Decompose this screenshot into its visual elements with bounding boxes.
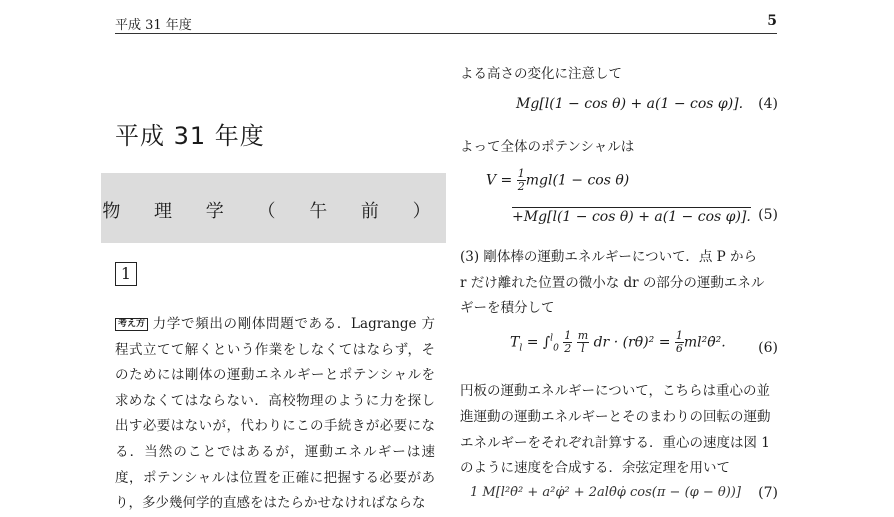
numerator: 1 — [675, 329, 683, 342]
question-number: 1 — [115, 262, 137, 286]
numerator: 1 — [517, 167, 525, 180]
intro-paragraph — [115, 312, 435, 517]
text-line: のように速度を合成する．余弦定理を用いて — [460, 460, 730, 476]
equation-number: (5) — [758, 207, 778, 223]
equation-number: (4) — [758, 96, 778, 112]
right-column — [460, 36, 778, 503]
subscript: l — [519, 343, 523, 354]
fraction — [577, 330, 589, 355]
text-line: よる高さの変化に注意して — [460, 66, 622, 82]
equation-number: (6) — [758, 340, 778, 356]
fraction — [675, 330, 684, 355]
equation-4: Mg[l(1 − cos θ) + a(1 − cos φ)]. — [516, 96, 744, 112]
page-number: 5 — [767, 13, 777, 29]
equation-7-partial: 1 M[l²θ̇² + a²φ̇² + 2alθ̇φ̇ cos(π − (φ − θ))] — [470, 485, 741, 500]
text-line: (3) 剛体棒の運動エネルギーについて．点 P から — [460, 249, 758, 265]
running-title: 平成 31 年度 — [115, 18, 192, 33]
fraction — [517, 168, 526, 193]
equation-6 — [510, 330, 726, 355]
denominator: 6 — [675, 342, 683, 355]
equation-number: (7) — [758, 485, 778, 501]
fraction — [563, 330, 572, 355]
eq-lhs: T — [510, 334, 520, 351]
year-title: 平成 31 年度 — [115, 122, 265, 150]
text-line: 進運動の運動エネルギーとそのまわりの回転の運動 — [460, 409, 771, 425]
denominator: 2 — [517, 180, 525, 193]
eq-term: mgl(1 − cos θ) — [525, 172, 630, 189]
upper-limit: l — [550, 333, 554, 344]
text-line: r だけ離れた位置の微小な dr の部分の運動エネル — [460, 275, 765, 291]
text-line: ギーを積分して — [460, 300, 555, 316]
eq-term: dr · (rθ̇)² = — [593, 334, 671, 351]
header-rule — [115, 33, 777, 34]
equation-5-line2: +Mg[l(1 − cos θ) + a(1 − cos φ)]. — [512, 209, 751, 225]
text-line: エネルギーをそれぞれ計算する．重心の速度は図 1 — [460, 435, 770, 451]
eq-lhs: V = — [486, 172, 513, 189]
intro-text: 力学で頻出の剛体問題である．Lagrange 方程式立てて解くという作業をしなくてはならず，そのためには剛体の運動エネルギーとポテンシャルを求めなくてはならない．高校物理のように力を探し出す必要はないが，代わりにこの手続きが必要になる．当然のことではあるが，運動エネルギーは速度，ポテンシャルは位置を正確に把握する必要があり，多少幾何学的直感をはたらかせなければならな — [115, 316, 435, 512]
equation-5-line1 — [486, 168, 629, 193]
running-header — [115, 12, 777, 32]
denominator: l — [581, 342, 585, 355]
integral-sign: = ∫ — [526, 334, 551, 351]
text-line: 円板の運動エネルギーについて，こちらは重心の並 — [460, 383, 770, 399]
subject-banner — [101, 173, 446, 243]
lower-limit: 0 — [553, 343, 559, 354]
approach-tag: 考え方 — [115, 318, 148, 331]
numerator: 1 — [564, 329, 572, 342]
denominator: 2 — [564, 342, 572, 355]
text-line: よって全体のポテンシャルは — [460, 139, 635, 155]
subject-banner-label: 物 理 学 （ 午 前 ） — [102, 201, 445, 222]
left-column — [101, 36, 446, 512]
eq-term: ml²θ̇². — [683, 334, 726, 351]
numerator: m — [577, 329, 589, 342]
